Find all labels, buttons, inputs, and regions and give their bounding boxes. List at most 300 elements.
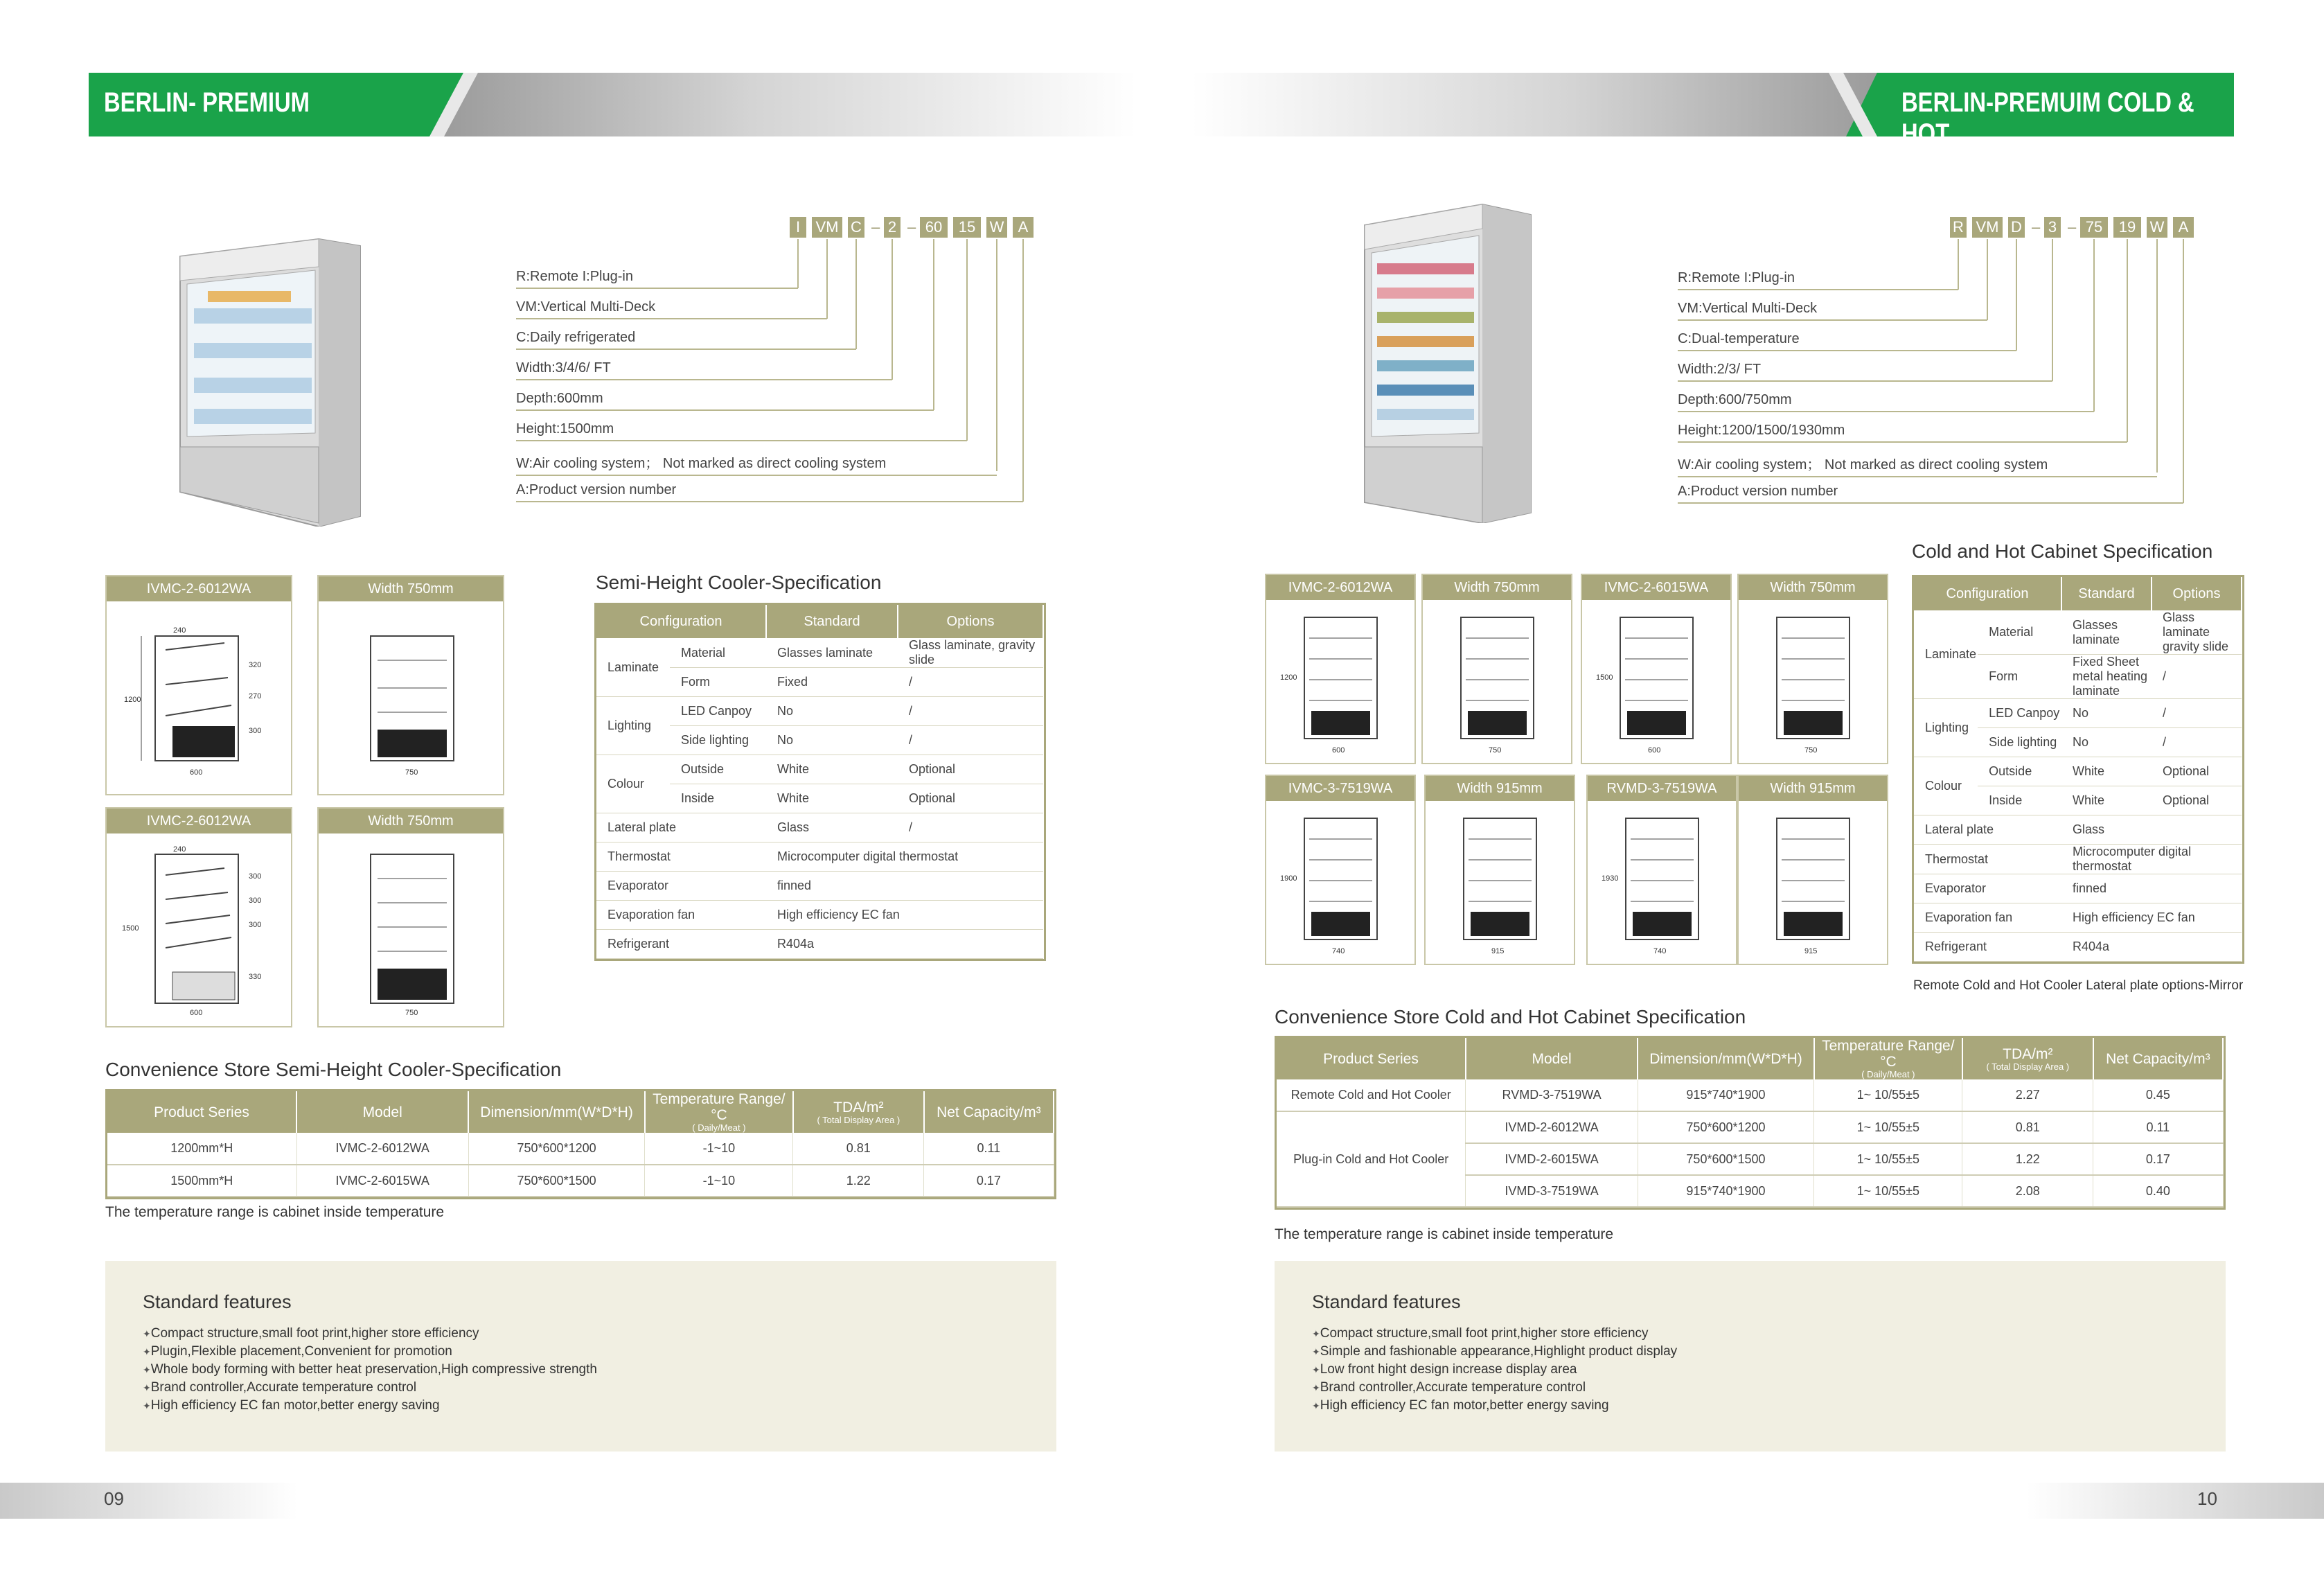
- feature-item: ✦ Compact structure,small foot print,higher store efficiency: [1312, 1325, 1677, 1343]
- connector-line: [966, 239, 968, 441]
- product-image-semi-height-cooler: [166, 225, 374, 527]
- spec-options: /: [898, 668, 1043, 697]
- code-segment: 60: [920, 217, 948, 238]
- table-cell: 750*600*1200: [468, 1133, 645, 1165]
- spec-standard: Microcomputer digital thermostat: [766, 842, 1043, 872]
- table-cell: IVMC-2-6015WA: [296, 1165, 468, 1197]
- spec-sub: Inside: [1978, 786, 2061, 815]
- header-label: TDA/m²: [833, 1099, 884, 1115]
- spec-options: /: [898, 813, 1043, 842]
- spec-group: Evaporation fan: [596, 901, 766, 930]
- dim-label: 240: [173, 845, 186, 854]
- connector-line: [892, 239, 893, 380]
- table-row: [107, 1165, 1054, 1197]
- spec-table-right: [1912, 575, 2244, 964]
- spec-group: Laminate: [1914, 610, 1978, 699]
- spec-sub: Outside: [1978, 757, 2061, 786]
- table-cell: 0.17: [924, 1165, 1054, 1197]
- feature-item: ✦ Compact structure,small foot print,higher store efficiency: [143, 1325, 597, 1343]
- dim-label: 300: [249, 921, 262, 929]
- spec-sub: Material: [1978, 610, 2061, 655]
- spec-options: /: [2152, 699, 2242, 728]
- legend-item: Depth:600/750mm: [1678, 392, 2094, 412]
- dim-label: 600: [1332, 746, 1345, 755]
- code-segment: VM: [812, 217, 842, 238]
- product-table-title-left: Convenience Store Semi-Height Cooler-Specification: [105, 1059, 562, 1080]
- product-table-title-right: Convenience Store Cold and Hot Cabinet Specification: [1275, 1006, 1746, 1027]
- connector-line: [2093, 239, 2095, 412]
- product-image-cold-hot-cabinet: [1358, 197, 1538, 523]
- spec-group: Evaporation fan: [1914, 903, 2061, 933]
- table-cell: 750*600*1500: [1638, 1143, 1814, 1175]
- table-header: [1962, 1038, 2093, 1079]
- table-cell: IVMC-2-6012WA: [296, 1133, 468, 1165]
- spec-sub: Form: [1978, 655, 2061, 699]
- legend-item: C:Dual-temperature: [1678, 331, 2016, 351]
- spec-sub: LED Canpoy: [1978, 699, 2061, 728]
- table-header: [296, 1091, 468, 1133]
- dim-label: 915: [1804, 947, 1818, 955]
- dim-label: 330: [249, 973, 262, 981]
- header-label: Dimension/mm(W*D*H): [1649, 1050, 1802, 1067]
- table-cell: -1~10: [645, 1165, 793, 1197]
- connector-line: [1022, 239, 1024, 502]
- header-label: Product Series: [154, 1104, 249, 1120]
- spec-standard: R404a: [2061, 933, 2242, 962]
- code-segment: 19: [2113, 217, 2141, 238]
- table-cell: 1~ 10/55±5: [1814, 1079, 1962, 1111]
- dim-label: 750: [405, 768, 418, 777]
- spec-sub: Side lighting: [670, 726, 766, 755]
- table-cell: IVMD-3-7519WA: [1466, 1175, 1638, 1207]
- spec-standard: White: [766, 784, 898, 813]
- spec-standard: Glasses laminate: [766, 638, 898, 668]
- drawing-label: Width 750mm: [1423, 575, 1571, 600]
- code-segment: D: [2008, 217, 2025, 238]
- spec-group: Lighting: [596, 697, 670, 755]
- table-cell: 0.81: [1962, 1111, 2093, 1143]
- dim-label: 750: [1489, 746, 1502, 755]
- table-cell: IVMD-2-6012WA: [1466, 1111, 1638, 1143]
- drawing-label: IVMC-3-7519WA: [1266, 776, 1414, 801]
- code-dash: –: [871, 218, 880, 236]
- table-header: [645, 1091, 793, 1133]
- side-view-drawing: [107, 601, 291, 794]
- connector-line: [1958, 239, 1959, 290]
- spec-caption-right: Remote Cold and Hot Cooler Lateral plate options-Mirror: [1913, 978, 2244, 993]
- connector-line: [2156, 239, 2158, 473]
- spec-group: Refrigerant: [596, 930, 766, 959]
- drawing-label: Width 915mm: [1426, 776, 1574, 801]
- table-header: [2093, 1038, 2223, 1079]
- front-view-drawing: [1739, 801, 1887, 964]
- spec-sub: Side lighting: [1978, 728, 2061, 757]
- spec-options: /: [2152, 655, 2242, 699]
- front-view-drawing: [1739, 600, 1887, 763]
- spec-row: [596, 872, 1043, 901]
- features-title: Standard features: [143, 1291, 292, 1312]
- spec-standard: Glass: [766, 813, 898, 842]
- spec-standard: No: [766, 697, 898, 726]
- legend-item: R:Remote I:Plug-in: [516, 269, 798, 289]
- page-number-right: 10: [2197, 1488, 2217, 1509]
- spec-standard: finned: [766, 872, 1043, 901]
- table-cell: Plug-in Cold and Hot Cooler: [1277, 1111, 1466, 1207]
- footer-bar-left: [0, 1483, 298, 1519]
- side-view-drawing: [1588, 801, 1736, 964]
- spec-group: Thermostat: [1914, 845, 2061, 874]
- spec-row: [1914, 845, 2242, 874]
- table-cell: 0.11: [2093, 1111, 2223, 1143]
- spec-options: /: [2152, 728, 2242, 757]
- table-cell: 750*600*1500: [468, 1165, 645, 1197]
- spec-standard: Fixed Sheet metal heating laminate: [2061, 655, 2152, 699]
- spec-sub: Outside: [670, 755, 766, 784]
- feature-item: ✦ Brand controller,Accurate temperature control: [1312, 1379, 1677, 1397]
- code-segment: A: [2173, 217, 2194, 238]
- table-cell: 915*740*1900: [1638, 1079, 1814, 1111]
- code-segment: R: [1950, 217, 1967, 238]
- footer-bar-right: [2026, 1483, 2324, 1519]
- table-row: [1277, 1079, 2223, 1111]
- drawing-card: [105, 575, 292, 795]
- dim-label: 750: [405, 1009, 418, 1017]
- table-header: [1814, 1038, 1962, 1079]
- side-view-drawing: [107, 833, 291, 1026]
- connector-line: [933, 239, 934, 410]
- front-view-drawing: [1423, 600, 1571, 763]
- feature-item: ✦ Low front hight design increase display area: [1312, 1361, 1677, 1379]
- legend-item: Height:1500mm: [516, 421, 967, 441]
- features-title: Standard features: [1312, 1291, 1461, 1312]
- spec-options: [2152, 815, 2242, 845]
- side-view-drawing: [1266, 801, 1414, 964]
- spec-row: [1914, 815, 2242, 845]
- side-view-drawing: [1582, 600, 1730, 763]
- table-cell: 1.22: [1962, 1143, 2093, 1175]
- product-table-left: [105, 1089, 1056, 1199]
- spec-row: [1914, 699, 2242, 728]
- drawing-label: IVMC-2-6012WA: [107, 809, 291, 833]
- spec-standard: No: [2061, 699, 2152, 728]
- code-segment: 3: [2044, 217, 2061, 238]
- spec-options: Optional: [898, 784, 1043, 813]
- spec-standard: White: [2061, 757, 2152, 786]
- spec-standard: No: [2061, 728, 2152, 757]
- drawing-card: [1265, 574, 1416, 764]
- spec-sub: Form: [670, 668, 766, 697]
- header-gradient-left: [436, 73, 1136, 136]
- table-cell: RVMD-3-7519WA: [1466, 1079, 1638, 1111]
- header-sublabel: ( Daily/Meat ): [1861, 1069, 1915, 1080]
- drawing-label: IVMC-2-6012WA: [107, 576, 291, 601]
- drawing-card: [1424, 775, 1575, 965]
- dim-label: 750: [1804, 746, 1818, 755]
- spec-group: Evaporator: [1914, 874, 2061, 903]
- connector-line: [2016, 239, 2017, 351]
- spec-row: [1914, 757, 2242, 786]
- feature-item: ✦ Brand controller,Accurate temperature control: [143, 1379, 597, 1397]
- table-cell: 750*600*1200: [1638, 1111, 1814, 1143]
- spec-row: [596, 697, 1043, 726]
- legend-item: VM:Vertical Multi-Deck: [1678, 301, 1987, 321]
- dim-label: 300: [249, 897, 262, 905]
- dim-label: 1930: [1602, 874, 1619, 883]
- feature-item: ✦ High efficiency EC fan motor,better energy saving: [143, 1397, 597, 1415]
- connector-line: [2127, 239, 2128, 442]
- connector-line: [797, 239, 799, 288]
- spec-group: Lateral plate: [596, 813, 766, 842]
- spec-options: Optional: [2152, 786, 2242, 815]
- spec-row: [596, 842, 1043, 872]
- code-segment: C: [848, 217, 864, 238]
- spec-row: [1914, 610, 2242, 655]
- legend-item: VM:Vertical Multi-Deck: [516, 299, 827, 319]
- spec-row: [596, 813, 1043, 842]
- code-segment: A: [1013, 217, 1034, 238]
- legend-item: W:Air cooling system； Not marked as direct cooling system: [516, 452, 997, 476]
- drawing-card: [1581, 574, 1732, 764]
- drawing-card: [1737, 574, 1888, 764]
- table-cell: 0.81: [793, 1133, 924, 1165]
- dim-label: 740: [1653, 947, 1667, 955]
- spec-options: Optional: [898, 755, 1043, 784]
- drawing-label: IVMC-2-6015WA: [1582, 575, 1730, 600]
- spec-options: Glass laminate, gravity slide: [898, 638, 1043, 668]
- dim-label: 600: [190, 1009, 203, 1017]
- spec-group: Laminate: [596, 638, 670, 697]
- header-sublabel: ( Total Display Area ): [1986, 1061, 2070, 1072]
- table-header: [793, 1091, 924, 1133]
- page-title-left: BERLIN- PREMIUM: [104, 87, 310, 118]
- dim-label: 600: [190, 768, 203, 777]
- table-header: [1638, 1038, 1814, 1079]
- code-segment: 2: [884, 217, 901, 238]
- table-header: [1277, 1038, 1466, 1079]
- table-cell: IVMD-2-6015WA: [1466, 1143, 1638, 1175]
- header-label: Dimension/mm(W*D*H): [480, 1104, 633, 1120]
- temperature-note-left: The temperature range is cabinet inside temperature: [105, 1204, 445, 1220]
- dim-label: 300: [249, 727, 262, 735]
- spec-header: Standard: [766, 605, 898, 638]
- spec-standard: Glasses laminate: [2061, 610, 2152, 655]
- connector-line: [2052, 239, 2053, 381]
- temperature-note-right: The temperature range is cabinet inside temperature: [1275, 1226, 1614, 1242]
- spec-group: Lateral plate: [1914, 815, 2061, 845]
- header-label: Temperature Range/°C: [1822, 1038, 1955, 1070]
- spec-row: [596, 638, 1043, 668]
- header-gradient-right: [1191, 73, 1884, 136]
- drawing-label: Width 750mm: [319, 576, 503, 601]
- dim-label: 740: [1332, 947, 1345, 955]
- spec-standard: finned: [2061, 874, 2242, 903]
- table-cell: 1500mm*H: [107, 1165, 296, 1197]
- table-cell: Remote Cold and Hot Cooler: [1277, 1079, 1466, 1111]
- spec-standard: Glass: [2061, 815, 2152, 845]
- spec-options: Optional: [2152, 757, 2242, 786]
- table-cell: -1~10: [645, 1133, 793, 1165]
- legend-item: Height:1200/1500/1930mm: [1678, 423, 2127, 443]
- front-view-drawing: [319, 833, 503, 1026]
- code-segment: W: [986, 217, 1007, 238]
- dim-label: 915: [1491, 947, 1505, 955]
- drawing-label: Width 750mm: [1739, 575, 1887, 600]
- code-dash: –: [2068, 218, 2077, 236]
- table-cell: 2.08: [1962, 1175, 2093, 1207]
- code-dash: –: [907, 218, 916, 236]
- spec-header: Configuration: [1914, 577, 2061, 610]
- table-cell: 915*740*1900: [1638, 1175, 1814, 1207]
- drawing-label: RVMD-3-7519WA: [1588, 776, 1736, 801]
- spec-group: Colour: [596, 755, 670, 813]
- header-label: TDA/m²: [2003, 1046, 2053, 1062]
- header-sublabel: ( Daily/Meat ): [692, 1122, 746, 1133]
- connector-line: [996, 239, 997, 471]
- dim-label: 240: [173, 626, 186, 635]
- spec-row: [1914, 933, 2242, 962]
- table-cell: 1.22: [793, 1165, 924, 1197]
- table-header: [468, 1091, 645, 1133]
- spec-options: Glass laminate gravity slide: [2152, 610, 2242, 655]
- connector-line: [1987, 239, 1988, 320]
- table-row: [1277, 1111, 2223, 1143]
- code-segment: I: [790, 217, 806, 238]
- header-label: Model: [1532, 1050, 1572, 1067]
- drawing-card: [317, 807, 504, 1027]
- header-label: Temperature Range/°C: [653, 1091, 786, 1124]
- table-header: [1466, 1038, 1638, 1079]
- spec-group: Colour: [1914, 757, 1978, 815]
- spec-row: [1914, 874, 2242, 903]
- side-view-drawing: [1266, 600, 1414, 763]
- spec-group: Refrigerant: [1914, 933, 2061, 962]
- spec-group: Lighting: [1914, 699, 1978, 757]
- header-label: Net Capacity/m³: [937, 1104, 1041, 1120]
- dim-label: 600: [1648, 746, 1661, 755]
- code-segment: VM: [1972, 217, 2003, 238]
- spec-sub: Material: [670, 638, 766, 668]
- drawing-card: [1586, 775, 1737, 965]
- features-box-left: [105, 1261, 1056, 1452]
- page-number-left: 09: [104, 1488, 124, 1509]
- spec-sub: LED Canpoy: [670, 697, 766, 726]
- header-label: Product Series: [1323, 1050, 1419, 1067]
- spec-row: [596, 901, 1043, 930]
- drawing-label: Width 915mm: [1739, 776, 1887, 801]
- code-segment: 15: [953, 217, 981, 238]
- spec-table-left: [594, 603, 1046, 961]
- spec-standard: High efficiency EC fan: [766, 901, 1043, 930]
- header-sublabel: ( Total Display Area ): [817, 1114, 901, 1125]
- table-cell: 1~ 10/55±5: [1814, 1175, 1962, 1207]
- spec-standard: White: [2061, 786, 2152, 815]
- spec-header: Standard: [2061, 577, 2152, 610]
- legend-item: Width:3/4/6/ FT: [516, 360, 892, 380]
- table-cell: 0.17: [2093, 1143, 2223, 1175]
- header-label: Model: [362, 1104, 402, 1120]
- table-cell: 2.27: [1962, 1079, 2093, 1111]
- table-cell: 1200mm*H: [107, 1133, 296, 1165]
- spec-header: Configuration: [596, 605, 766, 638]
- legend-item: R:Remote I:Plug-in: [1678, 270, 1958, 290]
- table-header: [924, 1091, 1054, 1133]
- drawing-label: IVMC-2-6012WA: [1266, 575, 1414, 600]
- spec-standard: High efficiency EC fan: [2061, 903, 2242, 933]
- front-view-drawing: [1426, 801, 1574, 964]
- code-segment: 75: [2080, 217, 2108, 238]
- legend-item: A:Product version number: [516, 482, 1023, 502]
- spec-row: [596, 930, 1043, 959]
- spec-header: Options: [898, 605, 1043, 638]
- dim-label: 1200: [124, 696, 141, 704]
- spec-standard: White: [766, 755, 898, 784]
- dim-label: 1500: [122, 924, 139, 933]
- spec-sub: Inside: [670, 784, 766, 813]
- connector-line: [2183, 239, 2184, 503]
- legend-item: C:Daily refrigerated: [516, 330, 856, 350]
- drawing-card: [105, 807, 292, 1027]
- drawing-label: Width 750mm: [319, 809, 503, 833]
- dim-label: 300: [249, 872, 262, 881]
- product-table-right: [1275, 1036, 2226, 1210]
- spec-title-right: Cold and Hot Cabinet Specification: [1912, 540, 2213, 562]
- feature-item: ✦ Simple and fashionable appearance,Highlight product display: [1312, 1343, 1677, 1361]
- spec-standard: No: [766, 726, 898, 755]
- page-title-right: BERLIN-PREMUIM COLD & HOT: [1901, 87, 2194, 149]
- spec-row: [1914, 903, 2242, 933]
- drawing-card: [317, 575, 504, 795]
- spec-standard: Microcomputer digital thermostat: [2061, 845, 2242, 874]
- spec-header: Options: [2152, 577, 2242, 610]
- spec-standard: Fixed: [766, 668, 898, 697]
- spec-options: /: [898, 697, 1043, 726]
- feature-item: ✦ Whole body forming with better heat preservation,High compressive strength: [143, 1361, 597, 1379]
- feature-item: ✦ Plugin,Flexible placement,Convenient for promotion: [143, 1343, 597, 1361]
- dim-label: 1500: [1596, 673, 1613, 682]
- drawing-card: [1421, 574, 1572, 764]
- connector-line: [855, 239, 857, 349]
- table-cell: 1~ 10/55±5: [1814, 1111, 1962, 1143]
- dim-label: 1900: [1280, 874, 1297, 883]
- table-row: [107, 1133, 1054, 1165]
- dim-label: 320: [249, 661, 262, 669]
- drawing-card: [1265, 775, 1416, 965]
- spec-title-left: Semi-Height Cooler-Specification: [596, 572, 882, 593]
- spec-group: Evaporator: [596, 872, 766, 901]
- spec-group: Thermostat: [596, 842, 766, 872]
- spec-row: [596, 755, 1043, 784]
- dim-label: 1200: [1280, 673, 1297, 682]
- dim-label: 270: [249, 692, 262, 700]
- table-cell: 0.45: [2093, 1079, 2223, 1111]
- header-label: Net Capacity/m³: [2106, 1050, 2210, 1067]
- connector-line: [826, 239, 828, 319]
- table-cell: 1~ 10/55±5: [1814, 1143, 1962, 1175]
- legend-item: Width:2/3/ FT: [1678, 362, 2052, 382]
- drawing-card: [1737, 775, 1888, 965]
- table-cell: 0.40: [2093, 1175, 2223, 1207]
- features-box-right: [1275, 1261, 2226, 1452]
- front-view-drawing: [319, 601, 503, 794]
- table-cell: 0.11: [924, 1133, 1054, 1165]
- table-header: [107, 1091, 296, 1133]
- legend-item: W:Air cooling system； Not marked as direct cooling system: [1678, 453, 2157, 477]
- legend-item: A:Product version number: [1678, 484, 2183, 504]
- spec-standard: R404a: [766, 930, 1043, 959]
- code-segment: W: [2147, 217, 2167, 238]
- spec-options: /: [898, 726, 1043, 755]
- legend-item: Depth:600mm: [516, 391, 934, 411]
